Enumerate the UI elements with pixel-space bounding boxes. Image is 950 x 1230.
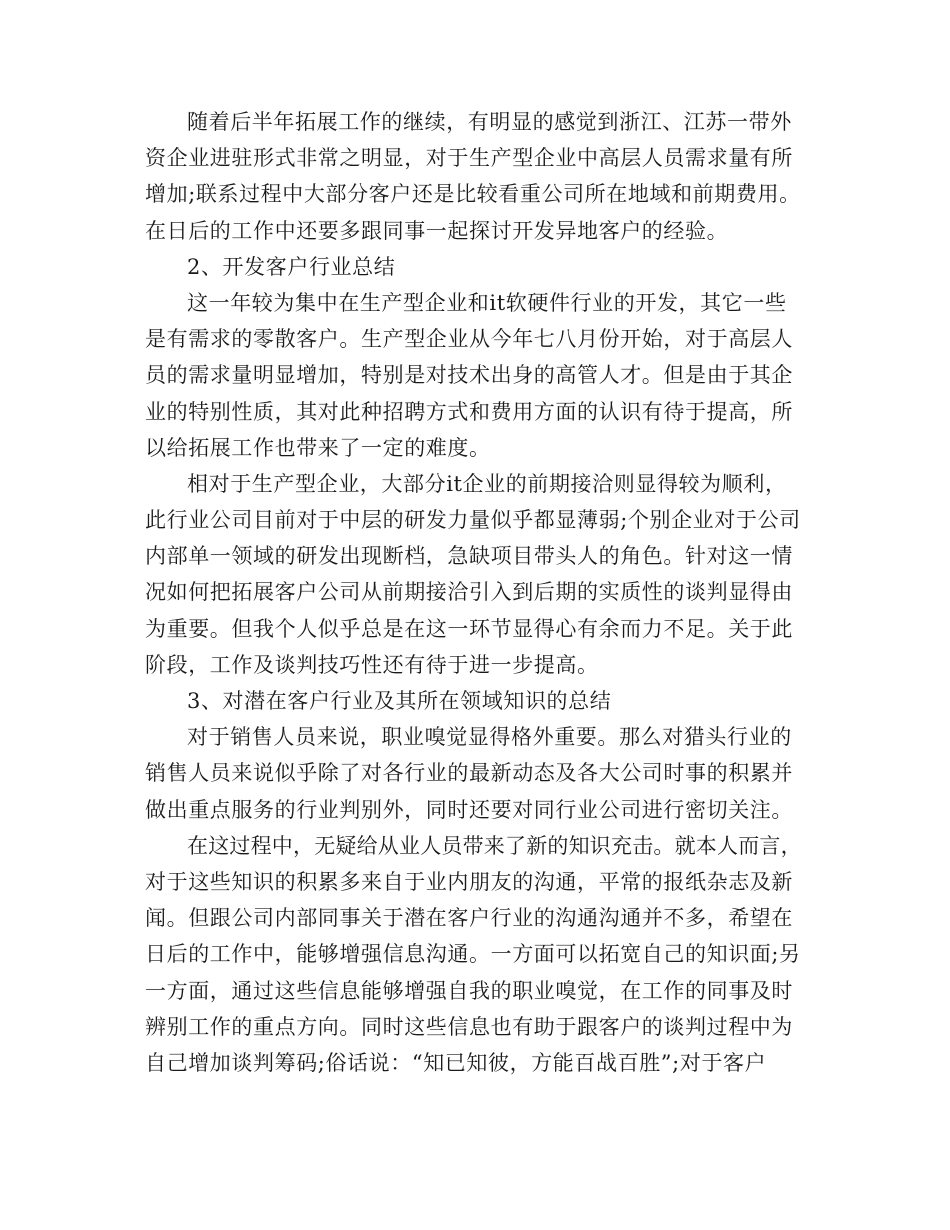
text-line: 对于这些知识的积累多来自于业内朋友的沟通，平常的报纸杂志及新: [145, 869, 793, 894]
text-line: 这一年较为集中在生产型企业和it软硬件行业的开发，其它一些: [187, 290, 787, 315]
text-line: 一方面，通过这些信息能够增强自我的职业嗅觉，在工作的同事及时: [145, 978, 793, 1003]
text-line: 以给拓展工作也带来了一定的难度。: [145, 435, 491, 460]
text-line: 此行业公司目前对于中层的研发力量似乎都显薄弱;个别企业对于公司: [145, 508, 801, 533]
text-line: 资企业进驻形式非常之明显，对于生产型企业中高层人员需求量有所: [145, 146, 793, 171]
document-body: [145, 104, 805, 1081]
text-line: 增加;联系过程中大部分客户还是比较看重公司所在地域和前期费用。: [145, 182, 801, 207]
text-line: 做出重点服务的行业判别外，同时还要对同行业公司进行密切关注。: [145, 797, 793, 822]
text-line: 相对于生产型企业，大部分it企业的前期接洽则显得较为顺利，: [187, 471, 787, 496]
text-line: 3、对潜在客户行业及其所在领域知识的总结: [187, 689, 612, 713]
text-line: 销售人员来说似乎除了对各行业的最新动态及各大公司时事的积累并: [145, 761, 793, 786]
text-line: 闻。但跟公司内部同事关于潜在客户行业的沟通沟通并不多，希望在: [145, 906, 793, 931]
text-line: 阶段，工作及谈判技巧性还有待于进一步提高。: [145, 652, 599, 677]
text-line: 日后的工作中，能够增强信息沟通。一方面可以拓宽自己的知识面;另: [145, 942, 801, 967]
text-line: 对于销售人员来说，职业嗅觉显得格外重要。那么对猎头行业的: [187, 725, 792, 750]
text-line: 业的特别性质，其对此种招聘方式和费用方面的认识有待于提高，所: [145, 399, 793, 424]
text-line: 随着后半年拓展工作的继续，有明显的感觉到浙江、江苏一带外: [187, 110, 792, 134]
text-line: 在日后的工作中还要多跟同事一起探讨开发异地客户的经验。: [145, 218, 729, 243]
text-line: 辨别工作的重点方向。同时这些信息也有助于跟客户的谈判过程中为: [145, 1014, 793, 1039]
text-line: 自己增加谈判筹码;俗话说：“知已知彼，方能百战百胜”;对于客户: [145, 1050, 767, 1075]
text-line: 内部单一领域的研发出现断档，急缺项目带头人的角色。针对这一情: [145, 544, 793, 569]
text-line: 为重要。但我个人似乎总是在这一环节显得心有余而力不足。关于此: [145, 616, 793, 641]
text-line: 是有需求的零散客户。生产型企业从今年七八月份开始，对于高层人: [145, 327, 793, 352]
text-line: 况如何把拓展客户公司从前期接洽引入到后期的实质性的谈判显得由: [145, 580, 793, 605]
text-line: 2、开发客户行业总结: [187, 254, 396, 279]
text-line: 在这过程中，无疑给从业人员带来了新的知识充击。就本人而言，: [187, 833, 802, 858]
text-line: 员的需求量明显增加，特别是对技术出身的高管人才。但是由于其企: [145, 363, 793, 388]
